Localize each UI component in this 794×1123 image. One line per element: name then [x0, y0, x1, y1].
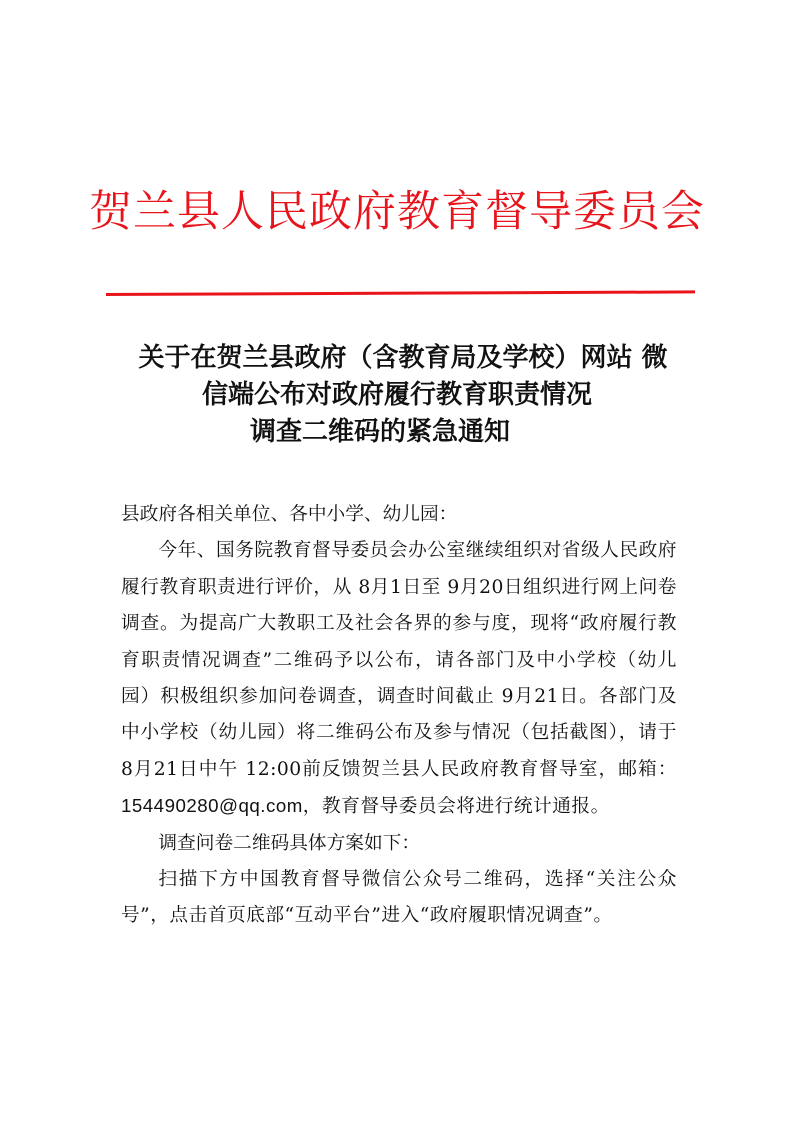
paragraph-notice-end: ，教育督导委员会将进行统计通报。 [302, 796, 610, 818]
email-address: 154490280@qq.com [121, 795, 303, 817]
paragraph-instructions: 扫描下方中国教育督导微信公众号二维码，选择“关注公众号”，点击首页底部“互动平台”进入“政府履职情况调查”。 [121, 869, 677, 927]
paragraph-notice-text: 今年、国务院教育督导委员会办公室继续组织对省级人民政府履行教育职责进行评价，从 8月1日至 9月20日组织进行网上问卷调查。为提高广大教职工及社会各界的参与度，现将“政府履行教育职责情况调查”二维码予以公布，请各部门及中小学校（幼儿园）积极组织参加问卷调查，调查时间截止 9月21日。各部门及中小学校（幼儿园）将二维码公布及参与情况（包括截图），请于8月21日中午 12:00前反馈贺兰县人民政府教育督导室，邮箱： [121, 540, 677, 780]
paragraph-plan-intro: 调查问卷二维码具体方案如下： [158, 832, 421, 854]
salutation: 县政府各相关单位、各中小学、幼儿园： [121, 504, 458, 525]
title-line-2: 信端公布对政府履行教育职责情况 [201, 380, 592, 410]
title-line-3: 调查二维码的紧急通知 [250, 417, 511, 447]
document-body [121, 497, 677, 935]
issuing-authority-header: 贺兰县人民政府教育督导委员会 [89, 187, 705, 237]
red-header-rule [106, 290, 695, 296]
document-title [0, 340, 794, 451]
title-line-1: 关于在贺兰县政府（含教育局及学校）网站 微 [138, 343, 668, 373]
paragraph-notice [121, 533, 677, 825]
